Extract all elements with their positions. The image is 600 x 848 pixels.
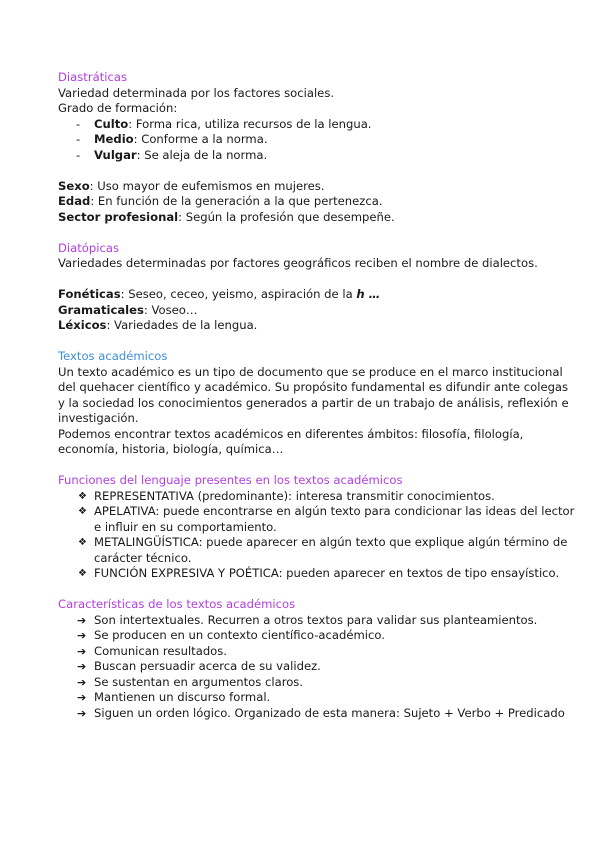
list-item: ➔ Son intertextuales. Recurren a otros textos para validar sus planteamientos.: [77, 612, 538, 627]
list-item: ❖ REPRESENTATIVA (predominante): interesa transmitir conocimientos.: [78, 488, 495, 503]
textos-para2: Podemos encontrar textos académicos en diferentes ámbitos: filosofía, filología, economía, historia, biología, química…: [58, 426, 524, 456]
list-item: ➔ Siguen un orden lógico. Organizado de esta manera: Sujeto + Verbo + Predicado: [77, 705, 565, 720]
diamond-bullet-icon: ❖: [78, 537, 87, 548]
list-item: ❖ METALINGÜÍSTICA: puede aparecer en algún texto que explique algún término de carácter técnico.: [78, 535, 568, 565]
list-item: ➔ Se sustentan en argumentos claros.: [77, 674, 304, 689]
heading-diastraticas: Diastráticas: [58, 70, 127, 84]
factor-sector: Sector profesional: Según la profesión que desempeñe.: [58, 209, 395, 224]
funciones-list: [58, 489, 578, 582]
diatopicas-foneticas: Fonéticas: Seseo, ceceo, yeismo, aspiración de la h …: [58, 287, 381, 301]
diatopicas-gramaticales: Gramaticales: Voseo…: [58, 302, 198, 317]
list-item: - Vulgar: Se aleja de la norma.: [76, 147, 268, 162]
arrow-bullet-icon: ➔: [77, 675, 87, 689]
dash-marker: -: [76, 132, 81, 146]
textos-para1: Un texto académico es un tipo de documento que se produce en el marco institucional del quehacer científico y académico. Su propósito fundamental es difundir ante colegas y la sociedad los conocimientos generados a partir de un trabajo de análisis, reflexión e investigación.: [58, 364, 569, 425]
list-item: ➔ Se producen en un contexto científico-académico.: [77, 628, 385, 642]
diastraticas-line1: Variedad determinada por los factores sociales.: [58, 85, 335, 100]
document-page: [58, 70, 578, 721]
list-item: ❖ APELATIVA: puede encontrarse en algún texto para condicionar las ideas del lector e influir en su comportamiento.: [78, 504, 575, 534]
diamond-bullet-icon: ❖: [78, 506, 87, 517]
arrow-bullet-icon: ➔: [77, 644, 87, 658]
arrow-bullet-icon: ➔: [77, 613, 87, 627]
heading-diatopicas: Diatópicas: [58, 240, 119, 255]
diatopicas-text: Variedades determinadas por factores geográficos reciben el nombre de dialectos.: [58, 256, 538, 270]
diastraticas-line2: Grado de formación:: [58, 101, 178, 115]
dash-marker: -: [76, 116, 81, 131]
diamond-bullet-icon: ❖: [78, 490, 87, 502]
diatopicas-lexicos: Léxicos: Variedades de la lengua.: [58, 318, 258, 332]
factor-edad: Edad: En función de la generación a la que pertenezca.: [58, 194, 383, 208]
arrow-bullet-icon: ➔: [77, 660, 87, 673]
list-item: - Culto: Forma rica, utiliza recursos de la lengua.: [76, 116, 372, 131]
dash-marker: -: [76, 147, 81, 162]
list-item: ➔ Comunican resultados.: [77, 643, 227, 658]
formacion-list: [58, 117, 578, 164]
list-item: ❖ FUNCIÓN EXPRESIVA Y POÉTICA: pueden aparecer en textos de tipo ensayístico.: [78, 566, 560, 580]
list-item: ➔ Mantienen un discurso formal.: [77, 690, 271, 704]
heading-funciones: Funciones del lenguaje presentes en los textos académicos: [58, 473, 403, 487]
arrow-bullet-icon: ➔: [77, 691, 87, 704]
list-item: - Medio: Conforme a la norma.: [76, 132, 268, 146]
heading-textos-academicos: Textos académicos: [58, 349, 168, 363]
arrow-bullet-icon: ➔: [77, 706, 87, 720]
heading-caracteristicas: Características de los textos académicos: [58, 597, 296, 611]
factor-sexo: Sexo: Uso mayor de eufemismos en mujeres.: [58, 178, 325, 193]
arrow-bullet-icon: ➔: [77, 629, 87, 642]
caracteristicas-list: [58, 613, 578, 722]
diamond-bullet-icon: ❖: [78, 568, 87, 579]
list-item: ➔ Buscan persuadir acerca de su validez.: [77, 659, 321, 673]
